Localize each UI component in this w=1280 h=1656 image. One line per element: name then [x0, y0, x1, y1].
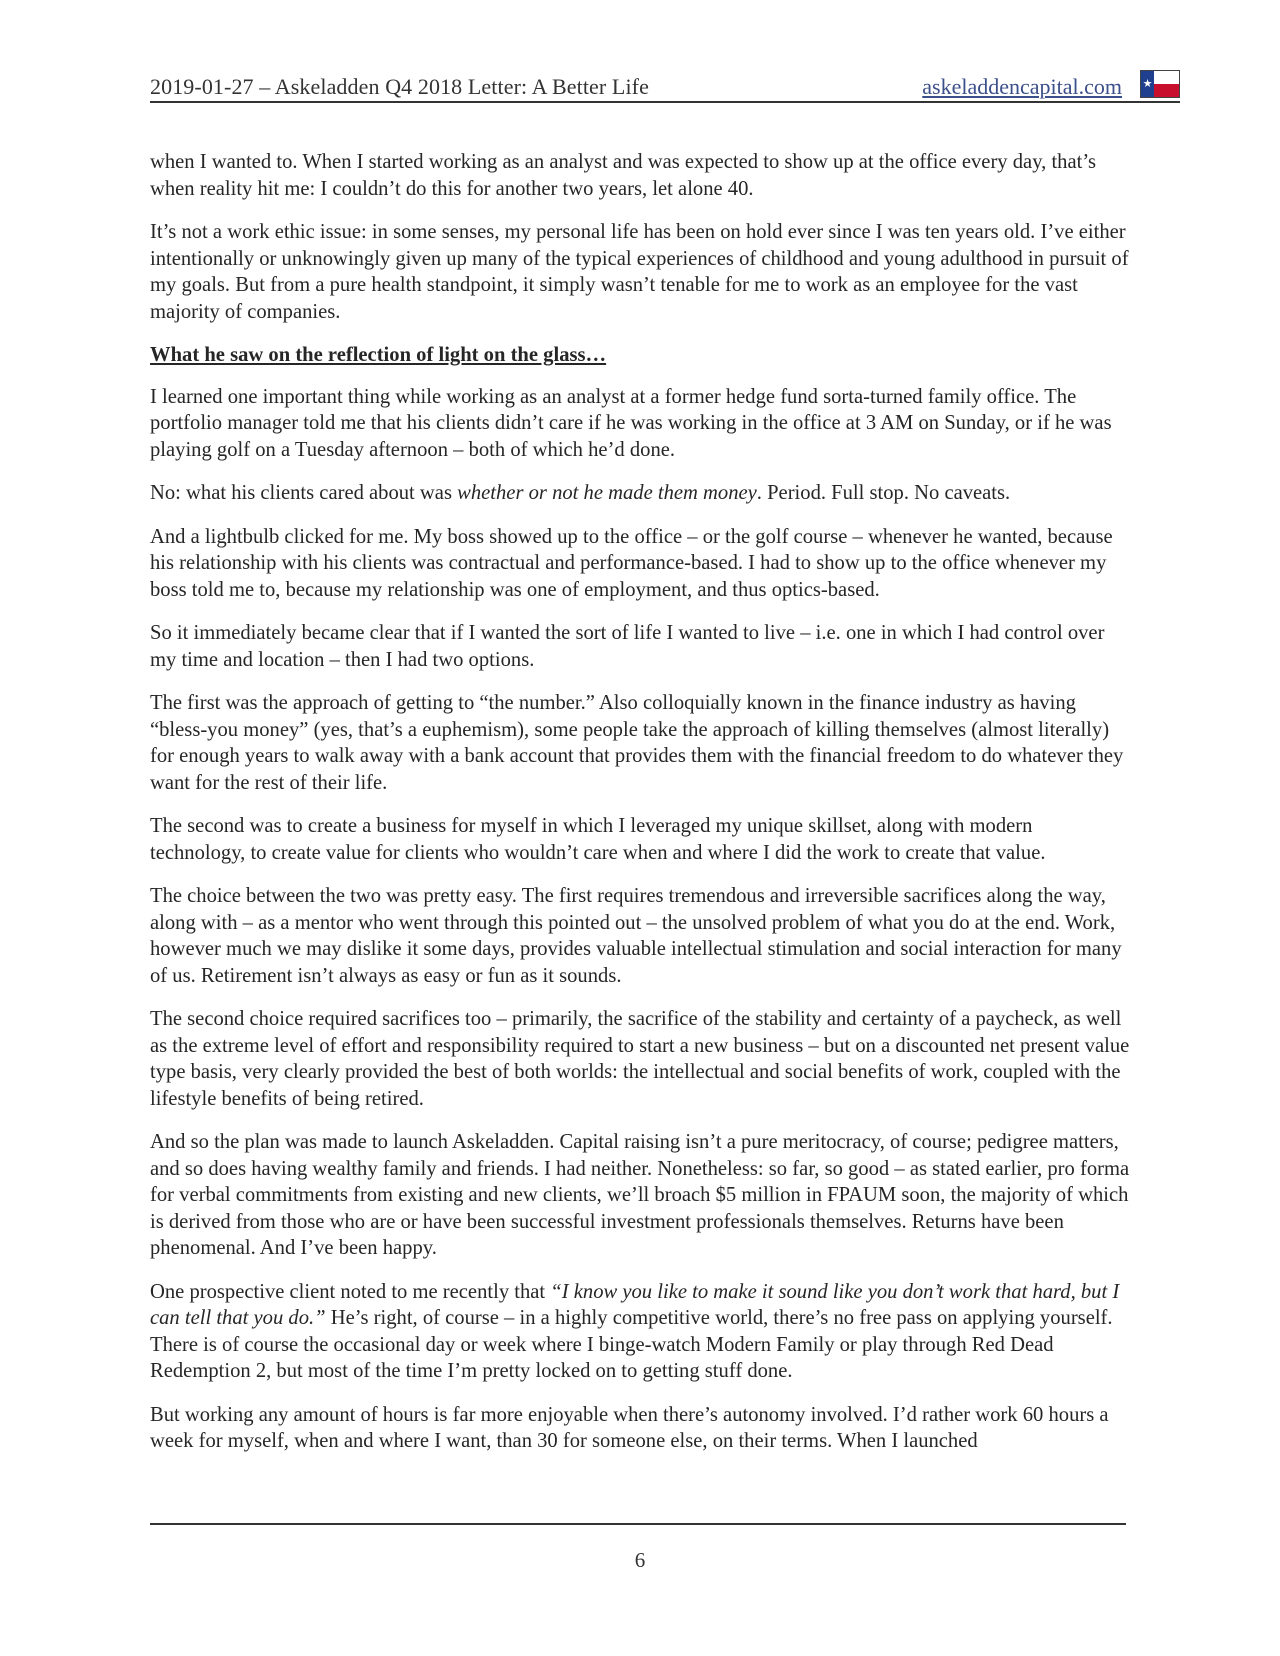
- paragraph: [150, 1279, 1130, 1385]
- texas-flag-icon: [1140, 70, 1180, 98]
- paragraph: And so the plan was made to launch Askeladden. Capital raising isn’t a pure meritocracy, of course; pedigree matters, and so does having wealthy family and friends. I had neither. Nonetheless: so far, so good – as stated earlier, pro forma for verbal commitments from existing and new clients, we’ll broach $5 million in FPAUM soon, the majority of which is derived from those who are or have been successful investment professionals themselves. Returns have been phenomenal. And I’ve been happy.: [150, 1131, 1130, 1259]
- italic-emphasis: whether or not he made them money: [457, 482, 757, 504]
- paragraph: But working any amount of hours is far more enjoyable when there’s autonomy involved. I’d rather work 60 hours a week for myself, when and where I want, than 30 for someone else, on their terms. When I launched: [150, 1403, 1109, 1452]
- paragraph-text: He’s right, of course – in a highly competitive world, there’s no free pass on applying yourself. There is of course the occasional day or week where I binge-watch Modern Family or play through Red Dead Redemption 2, but most of the time I’m pretty locked on to getting stuff done.: [150, 1307, 1113, 1382]
- paragraph: The choice between the two was pretty easy. The first requires tremendous and irreversible sacrifices along the way, along with – as a mentor who went through this pointed out – the unsolved problem of what you do at the end. Work, however much we may dislike it some days, provides valuable intellectual stimulation and social interaction for many of us. Retirement isn’t always as easy or fun as it sounds.: [150, 885, 1122, 987]
- letter-body: [150, 149, 1130, 1472]
- paragraph: [150, 480, 1130, 507]
- paragraph: when I wanted to. When I started working as an analyst and was expected to show up at the office every day, that’s when reality hit me: I couldn’t do this for another two years, let alone 40.: [150, 151, 1097, 200]
- page-number: 6: [634, 1548, 646, 1572]
- header-divider: [150, 101, 1180, 103]
- paragraph: The second choice required sacrifices too – primarily, the sacrifice of the stability and certainty of a paycheck, as well as the extreme level of effort and responsibility required to start a new business – but on a discounted net present value type basis, very clearly provided the best of both worlds: the intellectual and social benefits of work, coupled with the lifestyle benefits of being retired.: [150, 1008, 1130, 1110]
- flag-star-icon: ★: [1141, 71, 1154, 97]
- paragraph: I learned one important thing while working as an analyst at a former hedge fund sorta-turned family office. The portfolio manager told me that his clients didn’t care if he was working in the office at 3 AM on Sunday, or if he was playing golf on a Tuesday afternoon – both of which he’d done.: [150, 385, 1112, 461]
- website-link[interactable]: askeladdencapital.com: [922, 74, 1122, 99]
- paragraph: And a lightbulb clicked for me. My boss showed up to the office – or the golf course – whenever he wanted, because his relationship with his clients was contractual and performance-based. I had to show up to the office whenever my boss told me to, because my relationship was one of employment, and thus optics-based.: [150, 525, 1113, 601]
- paragraph: The first was the approach of getting to “the number.” Also colloquially known in the finance industry as having “bless-you money” (yes, that’s a euphemism), some people take the approach of killing themselves (almost literally) for enough years to walk away with a bank account that provides them with the financial freedom to do whatever they want for the rest of their life.: [150, 692, 1124, 794]
- header-title: 2019-01-27 – Askeladden Q4 2018 Letter: A Better Life: [150, 74, 649, 99]
- paragraph-text: . Period. Full stop. No caveats.: [756, 482, 1011, 504]
- footer-divider: [150, 1523, 1126, 1525]
- page-header: [150, 68, 1182, 104]
- paragraph: So it immediately became clear that if I wanted the sort of life I wanted to live – i.e. one in which I had control over my time and location – then I had two options.: [150, 622, 1105, 671]
- section-heading: What he saw on the reflection of light on the glass…: [150, 344, 607, 366]
- paragraph-text: No: what his clients cared about was: [150, 482, 458, 504]
- paragraph: It’s not a work ethic issue: in some senses, my personal life has been on hold ever since I was ten years old. I’ve either intentionally or unknowingly given up many of the typical experiences of childhood and young adulthood in pursuit of my goals. But from a pure health standpoint, it simply wasn’t tenable for me to work as an employee for the vast majority of companies.: [150, 221, 1129, 323]
- italic-quote: “I know you like to make it sound like you don’t work that hard, but I can tell that you do.”: [150, 1280, 1120, 1329]
- paragraph-text: One prospective client noted to me recently that: [150, 1280, 551, 1303]
- paragraph: The second was to create a business for myself in which I leveraged my unique skillset, along with modern technology, to create value for clients who wouldn’t care when and where I did the work to create that value.: [150, 815, 1046, 864]
